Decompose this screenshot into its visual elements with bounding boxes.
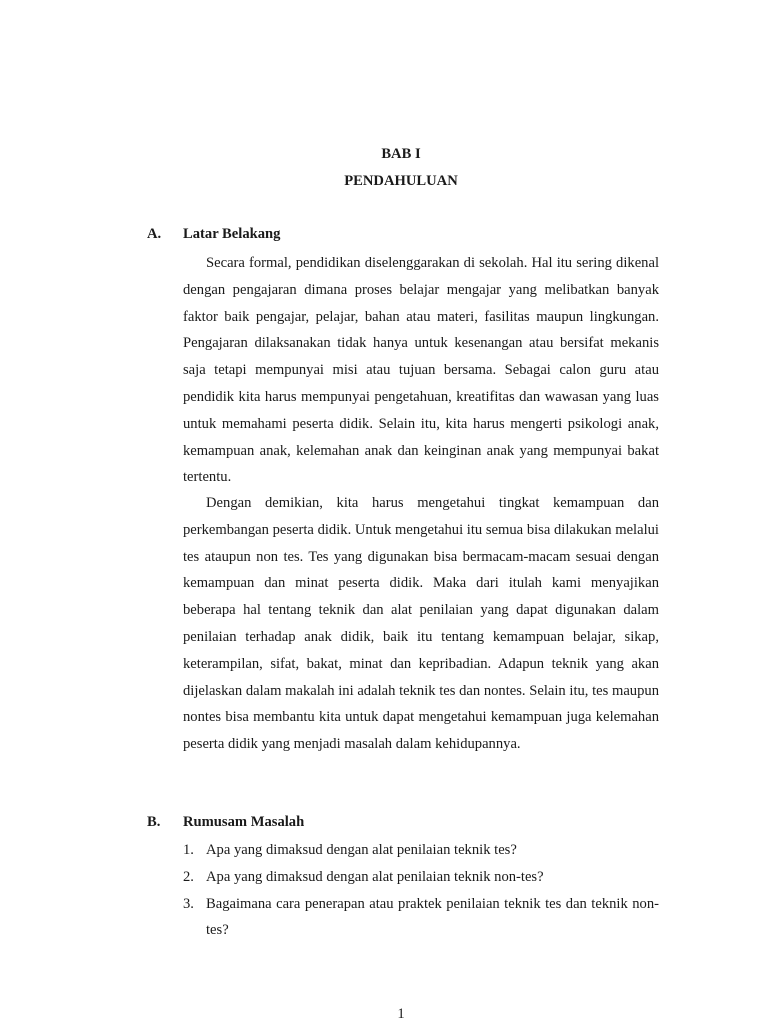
page-number: 1 (397, 1006, 405, 1022)
section-b-letter: B. (147, 814, 161, 830)
section-b-heading (147, 814, 304, 831)
section-b-title: Rumusam Masalah (183, 814, 305, 830)
list-item (183, 864, 659, 891)
section-a-heading (147, 226, 280, 243)
background-paragraph-1: Secara formal, pendidikan diselenggarakan di sekolah. Hal itu sering dikenal dengan pengajaran dimana proses belajar mengajar yang melibatkan banyak faktor baik pengajar, pelajar, bahan atau materi, fasilitas maupun lingkungan. Pengajaran dilaksanakan tidak hanya untuk kesenangan atau bersifat mekanis saja tetapi mempunyai misi atau tujuan bersama. Sebagai calon guru atau pendidik kita harus mempunyai pengetahuan, kreatifitas dan wawasan yang luas untuk memahami peserta didik. Selain itu, kita harus mengerti psikologi anak, kemampuan anak, kelemahan anak dan keinginan anak yang mempunyai bakat tertentu. (183, 255, 659, 486)
section-a-letter: A. (147, 226, 162, 242)
list-item-text: Bagaimana cara penerapan atau praktek penilaian teknik tes dan teknik non-tes? (206, 895, 659, 939)
list-item-text: Apa yang dimaksud dengan alat penilaian teknik non-tes? (206, 868, 544, 885)
list-item-number: 2. (183, 868, 194, 885)
list-item-number: 3. (183, 895, 194, 912)
list-item (183, 837, 659, 864)
background-paragraph-2: Dengan demikian, kita harus mengetahui tingkat kemampuan dan perkembangan peserta didik. Untuk mengetahui itu semua bisa dilakukan melalui tes ataupun non tes. Tes yang digunakan bisa bermacam-macam sesuai dengan kemampuan dan minat peserta didik. Maka dari itulah kami menyajikan beberapa hal tentang teknik dan alat penilaian yang dapat digunakan dalam penilaian terhadap anak didik, baik itu tentang kemampuan belajar, sikap, keterampilan, sifat, bakat, minat dan kepribadian. Adapun teknik yang akan dijelaskan dalam makalah ini adalah teknik tes dan nontes. Selain itu, tes maupun nontes bisa membantu kita untuk dapat mengetahui kemampuan juga kelemahan peserta didik yang menjadi masalah dalam kehidupannya. (183, 495, 659, 753)
section-a-title: Latar Belakang (183, 226, 281, 242)
list-item (183, 891, 659, 945)
chapter-label: BAB I (381, 146, 421, 162)
list-item-text: Apa yang dimaksud dengan alat penilaian teknik tes? (206, 842, 517, 858)
chapter-title: PENDAHULUAN (344, 173, 458, 189)
problem-statement-list (183, 837, 659, 944)
list-item-number: 1. (183, 842, 194, 858)
